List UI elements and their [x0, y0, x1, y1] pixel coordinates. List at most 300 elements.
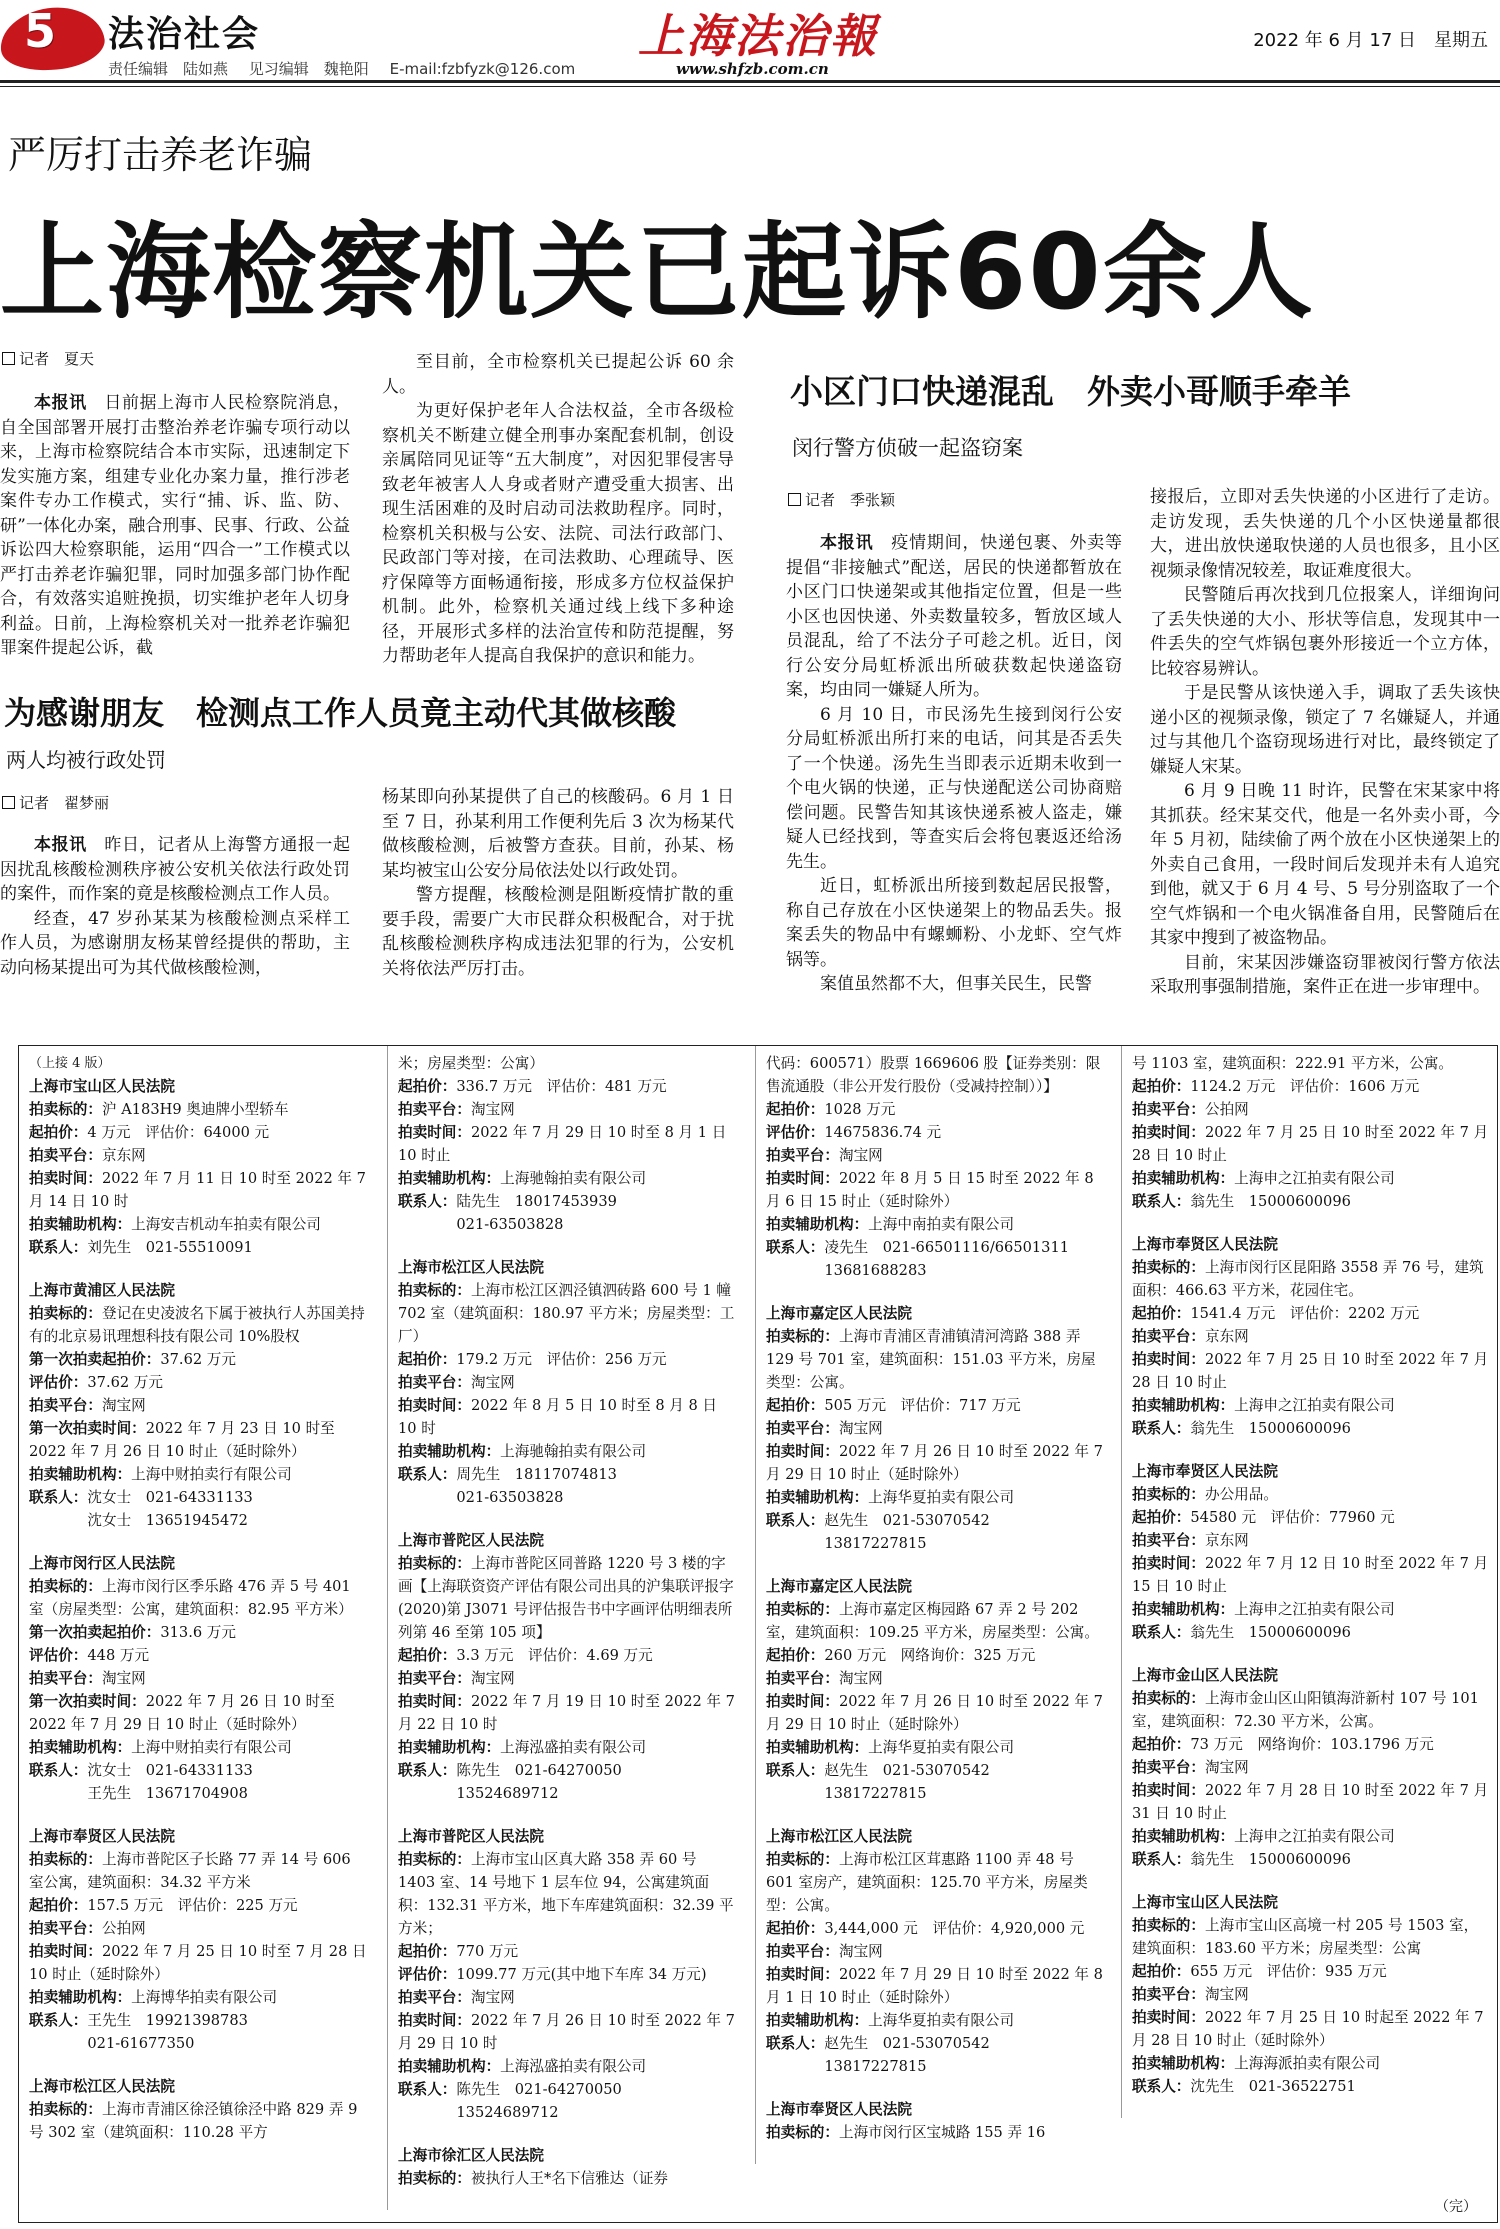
dateline-lead: 本报讯: [820, 533, 874, 553]
auction-field: [766, 1486, 1105, 1509]
field-value: 周先生 18117074813 021-63503828: [456, 1466, 617, 1506]
field-label: 评估价：: [398, 1966, 457, 1983]
auction-entry: [1132, 1233, 1491, 1440]
field-value: 上海市闵行区季乐路 476 弄 5 号 401 室（房屋类型：公寓，建筑面积：82.95 平方米）: [29, 1578, 356, 1618]
court-name: 上海市松江区人民法院: [766, 1828, 912, 1845]
field-label: 联系人：: [766, 1762, 825, 1779]
field-label: 拍卖辅助机构：: [398, 1170, 501, 1187]
auction-field: [1132, 1417, 1491, 1440]
field-value: 上海中财拍卖行有限公司: [131, 1739, 292, 1756]
field-label: 拍卖平台：: [1132, 1759, 1205, 1776]
field-label: 拍卖平台：: [766, 1943, 839, 1960]
field-label: 拍卖辅助机构：: [1132, 2055, 1235, 2072]
auction-field: [1132, 1348, 1491, 1394]
auction-entry: [766, 1575, 1108, 1805]
auction-field: [1132, 1960, 1491, 1983]
field-value: 翁先生 15000600096: [1190, 1193, 1351, 1210]
field-label: 拍卖辅助机构：: [29, 1466, 132, 1483]
byline-text: 记者 季张颖: [805, 491, 896, 509]
field-label: 联系人：: [1132, 1420, 1191, 1437]
field-label: 拍卖标的：: [29, 1101, 102, 1118]
auction-field: [398, 1121, 737, 1167]
court-name: 上海市闵行区人民法院: [29, 1555, 175, 1572]
field-value: 上海海派拍卖有限公司: [1234, 2055, 1381, 2072]
auction-field: [29, 1394, 369, 1417]
field-label: 起拍价：: [398, 1078, 457, 1095]
field-value: 179.2 万元 评估价：256 万元: [456, 1351, 667, 1368]
auction-field: [766, 1644, 1105, 1667]
auction-field: [766, 1440, 1108, 1486]
field-value: 上海市青浦区徐泾镇徐泾中路 829 弄 9 号 302 室（建筑面积：110.28 平方: [29, 2101, 362, 2141]
auction-entry: [1132, 1460, 1491, 1644]
field-label: 拍卖标的：: [29, 1305, 102, 1322]
field-label: 拍卖时间：: [29, 1943, 102, 1960]
auction-field: [398, 1963, 737, 1986]
field-label: 拍卖时间：: [398, 1124, 471, 1141]
auction-field: [29, 1371, 369, 1394]
auction-entry: [1132, 1891, 1491, 2098]
field-value: 2022 年 7 月 25 日 10 时起至 2022 年 7 月 28 日 10 时止（延时除外）: [1132, 2009, 1489, 2049]
lead-column-1: [0, 391, 350, 661]
paragraph-text: 警方提醒，核酸检测是阻断疫情扩散的重要手段，需要广大市民群众积极配合，对于扰乱核酸检测秩序构成违法犯罪的行为，公安机关将依法严厉打击。: [382, 885, 734, 979]
field-value: 313.6 万元: [160, 1624, 236, 1641]
field-value: 京东网: [1204, 1328, 1249, 1345]
auction-field: [766, 2009, 1105, 2032]
field-label: 拍卖时间：: [1132, 1351, 1205, 1368]
auction-field: [29, 2009, 369, 2055]
field-label: 起拍价：: [766, 1101, 825, 1118]
court-name: 上海市奉贤区人民法院: [1132, 1236, 1278, 1253]
court-name: 上海市嘉定区人民法院: [766, 1578, 912, 1595]
field-label: 起拍价：: [1132, 1305, 1191, 1322]
auction-field: [398, 1052, 737, 1075]
field-value: 2022 年 7 月 11 日 10 时至 2022 年 7 月 14 日 10 时: [29, 1170, 371, 1210]
field-value: 上海市嘉定区梅园路 67 弄 2 号 202 室，建筑面积：109.25 平方米，房屋类型：公寓。: [766, 1601, 1099, 1641]
court-name: 上海市宝山区人民法院: [29, 1078, 175, 1095]
story2-column-2: [382, 785, 734, 981]
article-paragraph: [786, 531, 1122, 703]
court-name: 上海市徐汇区人民法院: [398, 2147, 544, 2164]
auction-field: [766, 1213, 1105, 1236]
field-label: 拍卖辅助机构：: [766, 1489, 869, 1506]
field-label: 拍卖标的：: [29, 1851, 102, 1868]
auction-field: [398, 1167, 737, 1190]
field-value: 3,444,000 元 评估价：4,920,000 元: [824, 1920, 1085, 1937]
field-label: 拍卖标的：: [766, 2124, 839, 2141]
paragraph-text: 目前，宋某因涉嫌盗窃罪被闵行警方依法采取刑事强制措施，案件正在进一步审理中。: [1150, 952, 1500, 997]
auction-field: [1132, 1075, 1491, 1098]
article-paragraph: [1150, 951, 1500, 1000]
auction-entry: [29, 1825, 372, 2055]
auction-field: [766, 1848, 1105, 1917]
auction-field: [29, 1121, 369, 1144]
auction-field: [398, 1644, 737, 1667]
end-mark: （完）: [1435, 2199, 1477, 2215]
court-name: 上海市奉贤区人民法院: [1132, 1463, 1278, 1480]
field-value: 公拍网: [1204, 1101, 1249, 1118]
field-label: 拍卖标的：: [1132, 1486, 1205, 1503]
field-label: 拍卖时间：: [766, 1443, 839, 1460]
field-label: 拍卖时间：: [1132, 1555, 1205, 1572]
lead-kicker: 严厉打击养老诈骗: [8, 133, 313, 177]
field-label: 评估价：: [766, 1124, 825, 1141]
field-value: 淘宝网: [838, 1670, 883, 1687]
auction-field: [766, 1759, 1105, 1805]
field-value: 1099.77 万元(其中地下车库 34 万元): [456, 1966, 707, 1983]
auction-field: [1132, 2075, 1491, 2098]
field-label: 起拍价：: [1132, 1078, 1191, 1095]
field-label: 拍卖平台：: [398, 1101, 471, 1118]
field-value: 2022 年 7 月 25 日 10 时至 2022 年 7 月 28 日 10 时止: [1132, 1124, 1493, 1164]
auction-field: [29, 1759, 369, 1805]
article-paragraph: [382, 350, 734, 399]
field-value: 14675836.74 元: [824, 1124, 942, 1141]
court-name: 上海市松江区人民法院: [398, 1259, 544, 1276]
field-label: 拍卖标的：: [1132, 1917, 1205, 1934]
auction-field: [1132, 1394, 1491, 1417]
field-value: 157.5 万元 评估价：225 万元: [87, 1897, 298, 1914]
auction-field: [398, 2078, 737, 2124]
auction-field: [1132, 1325, 1491, 1348]
continued-note: （上接 4 版）: [29, 1056, 111, 1071]
auction-field: [29, 1644, 369, 1667]
field-value: 代码：600571）股票 1669606 股【证券类别：限售流通股（非公开发行股份（受减持控制））】: [766, 1055, 1101, 1095]
field-label: 起拍价：: [766, 1397, 825, 1414]
field-label: 拍卖辅助机构：: [398, 2058, 501, 2075]
auction-field: [1132, 1167, 1491, 1190]
paragraph-text: 6 月 10 日，市民汤先生接到闵行公安分局虹桥派出所打来的电话，问其是否丢失了一个快递。汤先生当即表示近期未收到一个电火锅的快递，正与快递配送公司协商赔偿问题。民警告知其该快递系被人盗走，嫌疑人已经找到，等查实后会将包裹返还给汤先生。: [786, 704, 1122, 872]
newspaper-logo: 上海法治報: [638, 9, 878, 63]
paragraph-text: 至目前，全市检察机关已提起公诉 60 余人。: [382, 352, 734, 397]
article-paragraph: [1150, 583, 1500, 681]
section-title: 法治社会: [108, 14, 261, 55]
field-label: 拍卖时间：: [766, 1170, 839, 1187]
field-label: 评估价：: [29, 1374, 88, 1391]
field-value: 上海泓盛拍卖有限公司: [500, 1739, 647, 1756]
field-label: 拍卖辅助机构：: [398, 1443, 501, 1460]
auction-field: [398, 2167, 737, 2190]
auction-field: [29, 1894, 369, 1917]
field-value: 淘宝网: [470, 1374, 515, 1391]
field-label: 第一次拍卖起拍价：: [29, 1624, 161, 1641]
field-label: 拍卖标的：: [398, 1851, 471, 1868]
field-value: 京东网: [101, 1147, 146, 1164]
auction-field: [29, 1690, 369, 1736]
field-label: 联系人：: [1132, 1193, 1191, 1210]
paragraph-text: 民警随后再次找到几位报案人，详细询问了丢失快递的大小、形状等信息，发现其中一件丢失的空气炸锅包裹外形接近一个立方体，比较容易辨认。: [1150, 585, 1500, 679]
field-value: 505 万元 评估价：717 万元: [824, 1397, 1021, 1414]
auction-field: [398, 1279, 737, 1348]
auction-field: [1132, 1983, 1491, 2006]
field-label: 拍卖时间：: [1132, 1782, 1205, 1799]
article-paragraph: [1150, 779, 1500, 951]
paragraph-text: 案值虽然都不大，但事关民生，民警: [820, 974, 1092, 994]
field-label: 起拍价：: [29, 1124, 88, 1141]
story3-headline: 小区门口快递混乱 外卖小哥顺手牵羊: [790, 372, 1351, 411]
field-value: 2022 年 7 月 26 日 10 时至 2022 年 7 月 29 日 10 时: [398, 2012, 740, 2052]
auction-field: [398, 1348, 737, 1371]
auction-entry: [766, 1302, 1108, 1555]
field-label: 起拍价：: [398, 1351, 457, 1368]
auction-field: [29, 2098, 369, 2144]
field-value: 336.7 万元 评估价：481 万元: [456, 1078, 667, 1095]
auction-field: [29, 1348, 369, 1371]
auction-field: [1132, 1756, 1491, 1779]
field-label: 起拍价：: [29, 1897, 88, 1914]
auction-field: [29, 1575, 369, 1621]
auction-field: [398, 1098, 737, 1121]
field-label: 拍卖标的：: [398, 2170, 471, 2187]
field-label: 第一次拍卖起拍价：: [29, 1351, 161, 1368]
auction-field: [1132, 1621, 1491, 1644]
field-value: 2022 年 7 月 25 日 10 时至 2022 年 7 月 28 日 10 时止: [1132, 1351, 1493, 1391]
field-label: 拍卖平台：: [766, 1420, 839, 1437]
field-value: 号 1103 室，建筑面积：222.91 平方米，公寓。: [1132, 1055, 1454, 1072]
auction-entry: [398, 1529, 740, 1805]
field-value: 上海市普陀区同普路 1220 号 3 楼的字画【上海联资资产评估有限公司出具的沪集联评报字(2020)第 J3071 号评估报告书中字画评估明细表所列第 46 至第 105 项】: [398, 1555, 734, 1641]
court-name: 上海市奉贤区人民法院: [766, 2101, 912, 2118]
auction-field: [1132, 1190, 1491, 1213]
field-value: 2022 年 7 月 23 日 10 时至 2022 年 7 月 26 日 10 时止（延时除外）: [29, 1420, 340, 1460]
auction-field: [29, 1486, 369, 1532]
field-value: 上海博华拍卖有限公司: [131, 1989, 278, 2006]
field-value: 淘宝网: [470, 1670, 515, 1687]
field-value: 淘宝网: [838, 1943, 883, 1960]
auction-entry: [29, 1075, 369, 1259]
auction-field: [1132, 1598, 1491, 1621]
field-value: 上海市宝山区高境一村 205 号 1503 室，建筑面积：183.60 平方米；房屋类型：公寓: [1132, 1917, 1479, 1957]
auction-field: [29, 1463, 369, 1486]
field-label: 联系人：: [29, 2012, 88, 2029]
field-label: 拍卖平台：: [1132, 1532, 1205, 1549]
field-value: 上海申之江拍卖有限公司: [1234, 1828, 1395, 1845]
field-value: 被执行人王*名下信雅达（证券: [470, 2170, 669, 2187]
field-label: 拍卖平台：: [766, 1670, 839, 1687]
auction-field: [29, 1098, 369, 1121]
field-value: 办公用品。: [1204, 1486, 1278, 1503]
article-paragraph: [1150, 485, 1500, 583]
field-label: 拍卖时间：: [398, 1397, 471, 1414]
field-label: 拍卖辅助机构：: [1132, 1601, 1235, 1618]
auction-entry: [29, 2075, 369, 2144]
field-value: 2022 年 7 月 28 日 10 时至 2022 年 7 月 31 日 10 时止: [1132, 1782, 1493, 1822]
field-label: 起拍价：: [398, 1647, 457, 1664]
field-label: 拍卖辅助机构：: [398, 1739, 501, 1756]
auction-field: [29, 1848, 369, 1894]
field-value: 770 万元: [456, 1943, 519, 1960]
byline-text: 记者 夏天: [19, 350, 95, 368]
field-value: 赵先生 021-53070542 13817227815: [824, 1512, 990, 1552]
field-label: 起拍价：: [766, 1920, 825, 1937]
auction-field: [398, 1552, 737, 1644]
article-paragraph: [382, 399, 734, 669]
field-value: 米；房屋类型：公寓）: [398, 1055, 544, 1072]
field-value: 凌先生 021-66501116/66501311 13681688283: [824, 1239, 1070, 1279]
auction-field: [766, 1052, 1105, 1098]
field-value: 1541.4 万元 评估价：2202 万元: [1190, 1305, 1420, 1322]
field-value: 王先生 19921398783 021-61677350: [87, 2012, 248, 2052]
field-value: 沪 A183H9 奥迪牌小型轿车: [101, 1101, 289, 1118]
auction-field: [1132, 1483, 1491, 1506]
auction-field: [1132, 1687, 1491, 1733]
auction-field: [29, 1667, 369, 1690]
article-paragraph: [1150, 681, 1500, 779]
byline-text: 记者 翟梦丽: [19, 794, 110, 812]
auction-column-3: [755, 1046, 1109, 2164]
field-label: 拍卖标的：: [29, 2101, 102, 2118]
auction-field: [766, 1325, 1105, 1394]
dateline-lead: 本报讯: [34, 393, 87, 413]
auction-field: [29, 1417, 369, 1463]
paragraph-text: 于是民警从该快递入手，调取了丢失该快递小区的视频录像，锁定了 7 名嫌疑人，并通过与其他几个盗窃现场进行对比，最终锁定了嫌疑人宋某。: [1150, 683, 1500, 777]
auction-field: [29, 1940, 372, 1986]
field-value: 淘宝网: [470, 1101, 515, 1118]
auction-field: [766, 1417, 1105, 1440]
field-value: 上海市松江区茸惠路 1100 弄 48 号 601 室房产，建筑面积：125.70 平方米，房屋类型：公寓。: [766, 1851, 1088, 1914]
auction-field: [1132, 1914, 1491, 1960]
editor-email: E-mail:fzbfyzk@126.com: [389, 60, 576, 78]
auction-field: [766, 2121, 1105, 2144]
paragraph-text: 为更好保护老年人合法权益，全市各级检察机关不断建立健全刑事办案配套机制，创设亲属陪同见证等“五大制度”，对因犯罪侵害导致老年被害人人身或者财产遭受重大损害、出现生活困难的及时启动司法救助程序。同时，检察机关积极与公安、法院、司法行政部门、民政部门等对接，在司法救助、心理疏导、医疗保障等方面畅通衔接，形成多方位权益保护机制。此外，检察机关通过线上线下多种途径，开展形式多样的法治宣传和防范提醒，努力帮助老年人提高自我保护的意识和能力。: [382, 401, 734, 666]
field-label: 拍卖标的：: [766, 1601, 839, 1618]
field-label: 拍卖标的：: [1132, 1690, 1205, 1707]
field-value: 陈先生 021-64270050 13524689712: [456, 1762, 622, 1802]
auction-field: [398, 1190, 737, 1236]
auction-entry: [766, 1825, 1108, 2078]
auction-field: [398, 2055, 737, 2078]
story2-subtitle: 两人均被行政处罚: [6, 748, 166, 772]
field-label: 联系人：: [29, 1239, 88, 1256]
article-paragraph: [382, 785, 734, 883]
auction-field: [766, 1736, 1105, 1759]
field-label: 拍卖辅助机构：: [1132, 1397, 1235, 1414]
field-label: 评估价：: [29, 1647, 88, 1664]
auction-field: [1132, 2006, 1491, 2052]
newspaper-url: www.shfzb.com.cn: [676, 60, 829, 78]
auction-field: [1132, 1825, 1491, 1848]
field-value: 沈先生 021-36522751: [1190, 2078, 1356, 2095]
field-value: 4 万元 评估价：64000 元: [87, 1124, 270, 1141]
auction-field: [1132, 1733, 1491, 1756]
field-label: 起拍价：: [766, 1647, 825, 1664]
field-value: 上海市松江区泗泾镇泗砖路 600 号 1 幢 702 室（建筑面积：180.97 平方米；房屋类型：工厂）: [398, 1282, 736, 1345]
field-value: 260 万元 网络询价：325 万元: [824, 1647, 1036, 1664]
paragraph-text: 日前据上海市人民检察院消息，自全国部署开展打击整治养老诈骗专项行动以来，上海市检察院结合本市实际，迅速制定下发实施方案，组建专业化办案力量，推行涉老案件专办工作模式，实行“捕、诉、监、防、研”一体化办案，融合刑事、民事、行政、公益诉讼四大检察职能，运用“四合一”工作模式以严打击养老诈骗犯罪，同时加强多部门协作配合，有效落实追赃挽损，切实维护老年人切身利益。日前，上海检察机关对一批养老诈骗犯罪案件提起公诉，截: [0, 393, 351, 658]
court-name: 上海市金山区人民法院: [1132, 1667, 1278, 1684]
auction-field: [1132, 1098, 1491, 1121]
field-value: 3.3 万元 评估价：4.69 万元: [456, 1647, 653, 1664]
field-value: 翁先生 15000600096: [1190, 1624, 1351, 1641]
auction-field: [1132, 1529, 1491, 1552]
auction-notices: [18, 1045, 1498, 2223]
field-label: 起拍价：: [1132, 1509, 1191, 1526]
field-value: 淘宝网: [1204, 1759, 1249, 1776]
page-number: 5: [24, 4, 57, 58]
field-label: 联系人：: [766, 1512, 825, 1529]
field-label: 第一次拍卖时间：: [29, 1420, 146, 1437]
article-paragraph: [0, 391, 350, 661]
auction-entry: [398, 1052, 737, 1236]
field-value: 2022 年 7 月 12 日 10 时至 2022 年 7 月 15 日 10 时止: [1132, 1555, 1493, 1595]
auction-field: [398, 1463, 737, 1509]
auction-field: [766, 1394, 1105, 1417]
field-value: 上海泓盛拍卖有限公司: [500, 2058, 647, 2075]
article-paragraph: [0, 907, 350, 981]
field-value: 上海驰翰拍卖有限公司: [500, 1443, 647, 1460]
field-label: 拍卖时间：: [766, 1693, 839, 1710]
field-value: 上海市普陀区子长路 77 弄 14 号 606 室公寓，建筑面积：34.32 平方米: [29, 1851, 356, 1891]
masthead-rule-thin: [0, 86, 1500, 87]
story2-headline: 为感谢朋友 检测点工作人员竟主动代其做核酸: [4, 694, 677, 732]
auction-field: [766, 1121, 1105, 1144]
field-label: 联系人：: [766, 2035, 825, 2052]
field-label: 拍卖标的：: [1132, 1259, 1205, 1276]
field-label: 拍卖辅助机构：: [766, 1216, 869, 1233]
auction-field: [398, 1940, 737, 1963]
field-label: 拍卖时间：: [398, 1693, 471, 1710]
auction-field: [29, 1302, 369, 1348]
auction-field: [1132, 1121, 1491, 1167]
paragraph-text: 近日，虹桥派出所接到数起居民报警，称自己存放在小区快递架上的物品丢失。报案丢失的物品中有螺蛳粉、小龙虾、空气炸锅等。: [786, 876, 1122, 970]
field-value: 上海市宝山区真大路 358 弄 60 号 1403 室、14 号地下 1 层车位 94，公寓建筑面积：132.31 平方米，地下车库建筑面积：32.39 平方米；: [398, 1851, 734, 1937]
field-label: 拍卖平台：: [766, 1147, 839, 1164]
auction-field: [1132, 1848, 1491, 1871]
field-label: 拍卖辅助机构：: [29, 1739, 132, 1756]
field-label: 联系人：: [398, 1193, 457, 1210]
field-label: 拍卖标的：: [398, 1282, 471, 1299]
field-label: 拍卖平台：: [1132, 1328, 1205, 1345]
byline-box-icon: [2, 796, 15, 809]
auction-entry: [398, 2144, 737, 2190]
field-label: 拍卖标的：: [766, 1851, 839, 1868]
auction-field: [766, 1144, 1105, 1167]
editor-credit: 见习编辑 魏艳阳: [248, 60, 369, 78]
field-label: 起拍价：: [1132, 1963, 1191, 1980]
paragraph-text: 经查，47 岁孙某某为核酸检测点采样工作人员，为感谢朋友杨某曾经提供的帮助，主动向杨某提出可为其代做核酸检测，: [0, 908, 350, 978]
field-value: 京东网: [1204, 1532, 1249, 1549]
story3-column-2: [1150, 485, 1500, 1000]
auction-field: [29, 1736, 369, 1759]
paragraph-text: 接报后，立即对丢失快递的小区进行了走访。走访发现，丢失快递的几个小区快递量都很大，进出放快递取快递的人员也很多，且小区视频录像情况较差，取证难度很大。: [1150, 487, 1500, 581]
field-value: 上海申之江拍卖有限公司: [1234, 1601, 1395, 1618]
field-label: 联系人：: [398, 2081, 457, 2098]
field-value: 上海中南拍卖有限公司: [868, 1216, 1015, 1233]
field-value: 公拍网: [101, 1920, 146, 1937]
field-value: 陈先生 021-64270050 13524689712: [456, 2081, 622, 2121]
auction-field: [766, 1598, 1105, 1644]
auction-field: [1132, 1256, 1491, 1302]
field-label: 拍卖时间：: [398, 2012, 471, 2029]
story3-byline: [788, 489, 895, 510]
court-name: 上海市宝山区人民法院: [1132, 1894, 1278, 1911]
field-value: 淘宝网: [838, 1420, 883, 1437]
article-paragraph: [786, 703, 1122, 875]
auction-field: [766, 1509, 1105, 1555]
field-value: 上海市闵行区昆阳路 3558 弄 76 号，建筑面积：466.63 平方米，花园住宅。: [1132, 1259, 1484, 1299]
field-value: 2022 年 8 月 5 日 15 时至 2022 年 8 月 6 日 15 时止（延时除外）: [766, 1170, 1099, 1210]
article-paragraph: [0, 833, 350, 907]
auction-field: [398, 1440, 737, 1463]
auction-entry: [1132, 1052, 1491, 1213]
field-value: 73 万元 网络询价：103.1796 万元: [1190, 1736, 1434, 1753]
lead-headline: 上海检察机关已起诉60余人: [0, 211, 1315, 333]
field-value: 2022 年 7 月 25 日 10 时至 7 月 28 日 10 时止（延时除外）: [29, 1943, 372, 1983]
auction-field: [29, 1236, 369, 1259]
field-value: 翁先生 15000600096: [1190, 1420, 1351, 1437]
field-label: 拍卖时间：: [766, 1966, 839, 1983]
paragraph-text: 6 月 9 日晚 11 时许，民警在宋某家中将其抓获。经宋某交代，他是一名外卖小哥，今年 5 月初，陆续偷了两个放在小区快递架上的外卖自己食用，一段时间后发现并未有人追究到他，就又于 6 月 4 号、5 号分别盗取了一个空气炸锅和一个电火锅准备自用，民警随后在其家中搜到了被盗物品。: [1150, 781, 1500, 948]
field-value: 54580 元 评估价：77960 元: [1190, 1509, 1395, 1526]
